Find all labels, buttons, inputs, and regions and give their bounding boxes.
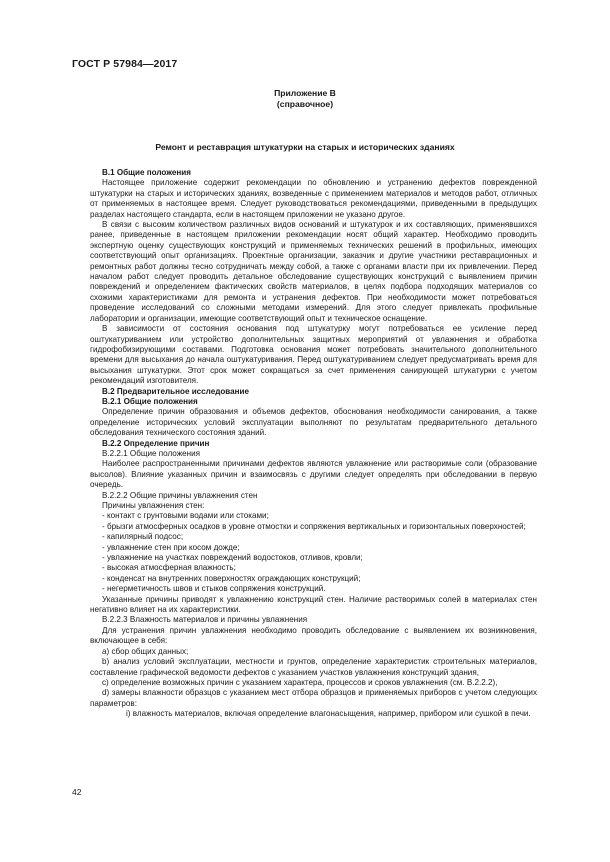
section-heading-b1: В.1 Общие положения [102, 168, 191, 177]
annex-kind: (справочное) [276, 99, 334, 109]
list-item: а) сбор общих данных; [102, 646, 189, 656]
paragraph: Наиболее распространенными причинами дефектов являются увлажнение или растворимые соли (образование высолов). Влияние указанных причин и взаимосвязь с другими следует определять при обследовании в первую очередь. [90, 459, 537, 490]
paragraph: В связи с высоким количеством различных видов оснований и штукатурок и их составляющих, применявшихся ранее, приведенные в настоящем приложении рекомендации носят общий характер. Необходимо проводить экспертную оценку существующих конструкций и применяемых технических решений в профильных, имеющих соответствующий опыт организациях. Проектные организации, заказчик и другие участники реставрационных и ремонтных работ должны тесно сотрудничать между собой, а также с органами власти при их привлечении. Перед началом работ следует проводить детальное обследование существующих конструкций с выявлением причин повреждений и определением фактических свойств материалов, в целях подбора подходящих материалов со схожими характеристиками для ремонта и устранения дефектов. При необходимости может потребоваться проведение исследований со сложными методами измерений. Для этого следует привлекать профильные лаборатории и организации, имеющие соответствующий опыт и техническое оснащение. [90, 220, 537, 323]
subsection-heading-b221: В.2.2.1 Общие положения [102, 448, 200, 458]
section-heading-b2: В.2 Предварительное исследование [102, 386, 250, 396]
document-code: ГОСТ Р 57984—2017 [72, 58, 178, 70]
list-item: - капилярный подсос; [102, 532, 184, 542]
annex-heading [0, 88, 610, 110]
list-item: - конденсат на внутренних поверхностях ограждающих конструкций; [102, 573, 361, 583]
list-item: b) анализ условий эксплуатации, местности и грунтов, определение характеристик строительных материалов, составление графической ведомости дефектов с указанием участков увлажнения конструкций здания, [90, 657, 537, 677]
list-subitem: i) влажность материалов, включая определение влагонасыщения, например, прибором или сушкой в печи. [126, 709, 531, 719]
annex-title: Приложение В [274, 88, 336, 98]
page-number: 42 [72, 787, 82, 797]
annex-main-title: Ремонт и реставрация штукатурки на старых и исторических зданиях [155, 142, 455, 152]
list-item: с) определение возможных причин с указанием характера, процессов и сроков увлажнения (см. В.2.2.2), [102, 677, 498, 687]
list-item: - высокая атмосферная влажность; [102, 563, 236, 573]
paragraph: Настоящее приложение содержит рекомендации по обновлению и устранению дефектов поврежденной штукатурки на старых и исторических зданиях, возведенные с применением материалов и методов работ, отличных от применяемых в настоящее время. Следует руководствоваться рекомендациями, приведенными в предыдущих разделах настоящего стандарта, если в настоящем приложении не указано другое. [90, 178, 537, 219]
list-item: - увлажнение на участках повреждений водостоков, отливов, кровли; [102, 553, 363, 563]
list-item: - контакт с грунтовыми водами или стоками; [102, 511, 269, 521]
subsection-heading-b222: В.2.2.2 Общие причины увлажнения стен [102, 490, 258, 500]
paragraph: Указанные причины приводят к увлажнению конструкций стен. Наличие растворимых солей в материалах стен негативно влияет на их характеристики. [90, 594, 537, 615]
paragraph: Определение причин образования и объемов дефектов, обоснования необходимости санирования, а также определение исторических условий эксплуатации выполняют по результатам предварительного детального обследования технического состояния зданий. [90, 407, 537, 438]
section-heading-b22: В.2.2 Определение причин [102, 438, 210, 448]
list-item: d) замеры влажности образцов с указанием мест отбора образцов и применяемых приборов с учетом следующих параметров: [90, 688, 537, 708]
list-item: - увлажнение стен при косом дожде; [102, 542, 240, 552]
document-body [90, 168, 537, 720]
paragraph: В зависимости от состояния основания под штукатурку могут потребоваться ее усиление перед оштукатуриванием или устройство дополнительных защитных мероприятий от увлажнения и обработка гидрофобизирующими составами. Подготовка основания может потребовать значительного дополнительного времени для высыхания до начала оштукатуривания. Перед оштукатуриванием следует предусматривать время для высыхания штукатурки. Этот срок может сокращаться за счет применения санирующей штукатурки с учетом рекомендаций изготовителя. [90, 324, 537, 386]
list-item: - брызги атмосферных осадков в уровне отмостки и сопряжения вертикальных и горизонтальных поверхностей; [102, 521, 526, 531]
section-heading-b21: В.2.1 Общие положения [102, 396, 198, 406]
paragraph: Для устранения причин увлажнения необходимо проводить обследование с выявлением их возникновения, включающее в себя: [90, 625, 537, 646]
subsection-heading-b223: В.2.2.3 Влажность материалов и причины увлажнения [102, 615, 308, 625]
list-intro: Причины увлажнения стен: [102, 501, 205, 510]
list-item: - негерметичность швов и стыков сопряжения конструкций. [102, 584, 326, 594]
